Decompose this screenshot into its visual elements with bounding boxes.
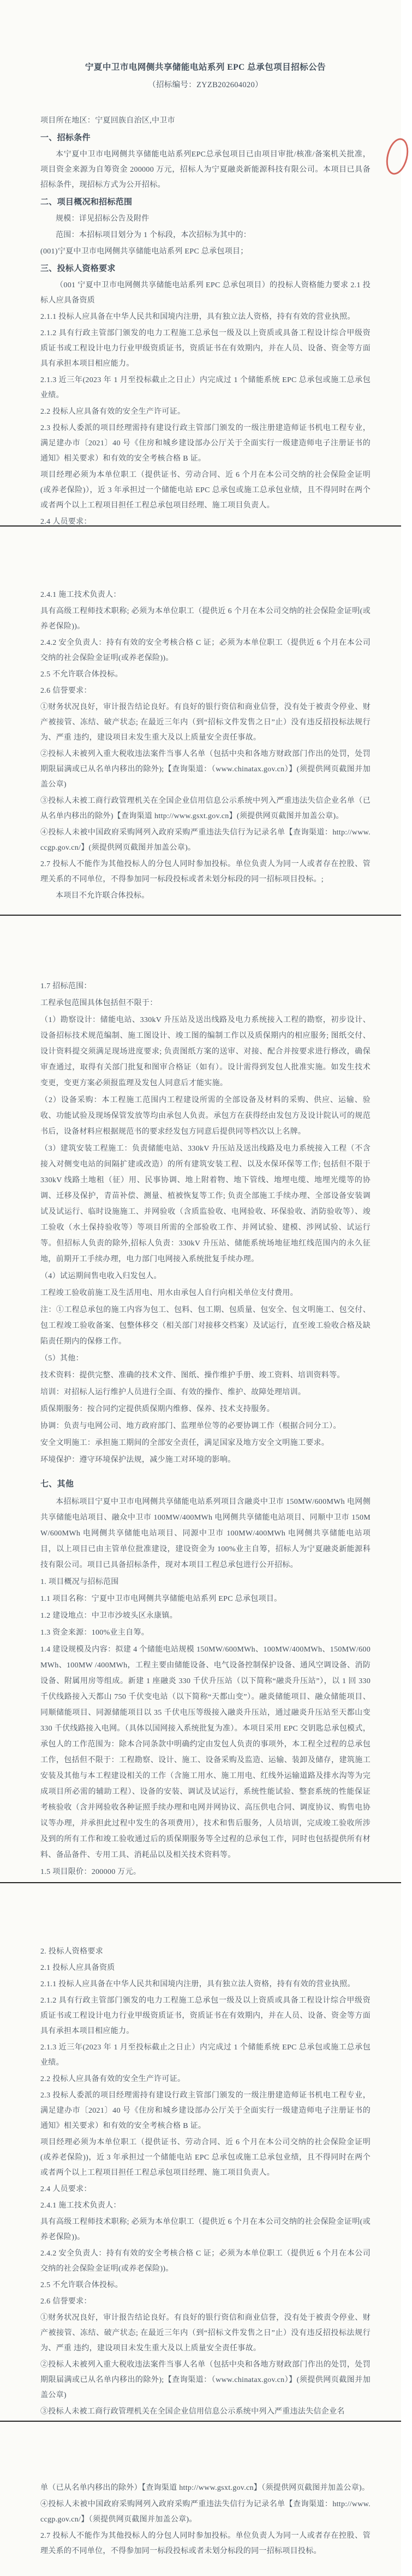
paragraph: 2.7 投标人不能作为其他投标人的分包人同时参加投标。单位负责人为同一人或者存在控股、管理关系的不同单位，不得参加同一标段投标或者未划分标段的同一招标项目投标。; <box>40 860 371 884</box>
paragraph: 2. 投标人资格要求 <box>40 1948 103 1956</box>
paragraph: ③投标人未被工商行政管理机关在全国企业信用信息公示系统中列入严重违法失信企业名 <box>40 2408 345 2416</box>
doc-title: 宁夏中卫市电网侧共享储能电站系列 EPC 总承包项目招标公告 <box>85 63 326 72</box>
paragraph: 2.7 投标人不能作为其他投标人的分包人同时参加投标。单位负责人为同一人或者存在控股、管理关系的不同单位，不得参加同一标段投标或者未划分标段的同一招标项目投标。 <box>40 2532 371 2555</box>
paragraph: 2.4 人员要求： <box>40 518 92 526</box>
paragraph: 本宁夏中卫市电网侧共享储能电站系列EPC总承包项目已由项目审批/核准/备案机关批准，项目资金来源为自筹资金 200000 万元，招标人为宁夏融炎新能源科技有限公司。本项目已具备招标条件，现招标方式为公开招标。 <box>40 150 371 189</box>
paragraph: ②投标人未被列入重大税收违法案件当事人名单（包括中央和各地方财政部门作出的处罚，处罚期限届满或已从名单内移出的除外);【查询渠道：（www.chinatax.gov.cn）】(须提供网页截图并加盖公章) <box>40 2361 371 2399</box>
paragraph: 1.3 资金来源：100%业主自筹。 <box>40 1629 150 1637</box>
paragraph: 2.1.2 具有行政主管部门颁发的电力工程施工总承包一级及以上资质或具备工程设计综合甲级资质证书或工程设计电力行业甲级资质证书，资质证书在有效期内，并在人员、设备、资金等方面具有承担本项目相应能力。 <box>40 329 371 368</box>
paragraph: 单（已从名单内移出的除外）【查询渠道 http://www.gsxt.gov.cn】（须提供网页截图并加盖公章)。 <box>40 2484 370 2492</box>
paragraph: 2.1.1 投标人应具备在中华人民共和国境内注册，具有独立法人资格，持有有效的营业执照。 <box>40 313 355 321</box>
paragraph: 2.5 不允许联合体投标。 <box>40 670 123 679</box>
paragraph: 1. 项目概况与招标范围 <box>40 1578 119 1586</box>
section-heading: 七、其他 <box>40 1480 74 1489</box>
paragraph: 注：①工程总承包的施工内容为包工、包料、包工期、包质量、包安全、包文明施工、包交付、包工程竣工验收备案、包整体移交（相关部门对接移交档案）及试运行，直至竣工验收合格及缺陷责任期内的保修工作。 <box>40 1306 371 1346</box>
section-heading: 三、投标人资格要求 <box>40 264 116 273</box>
paragraph: 协调：负责与电网公司、地方政府部门、监理单位等的必要协调工作（根据合同分工）。 <box>40 1422 341 1430</box>
page-3 <box>0 916 401 1883</box>
tender-number: （招标编号：ZYZB202604020） <box>148 81 263 89</box>
section-heading: 一、招标条件 <box>40 134 91 142</box>
paragraph: 1.1 项目名称：宁夏中卫市电网侧共享储能电站系列 EPC 总承包项目。 <box>40 1595 282 1603</box>
paragraph: （1）勘察设计：储能电站、330kV 升压站及送出线路及电力系统接入工程的勘察，初步设计、设备招标技术规范编制、施工图设计、竣工图的编制工作以及质保期内的相应服务; 图纸交付、设计资料提交须满足现场进度要求; 负责图纸方案的送审、对接、配合并按要求进行修改，确保审查通过，取得有关部门批复和图审合格证（如有）。设计需得到发包人批准实施。如发生技术变更，变更方案必须报监理及发包人同意后才能实施。 <box>40 1016 371 1087</box>
paragraph: 1.5 项目限价：200000 万元。 <box>40 1868 141 1876</box>
paragraph: 1.4 建设规模及内容：拟建 4 个储能电站规模 150MW/600MWh、100MW/400MWh、150MW/600MWh、100MW /400MWh，工程主要由储能设备、电气设备控制保护设备、通风空调设备、消防设备、附属用房等组成。新建 1 座融炎 330 千伏升压站（以下简称“融炎升压站”），以 1 回 330 千伏线路接入天都山 750 千伏变电站（以下简称“天都山变”）。融炎储能项目、融众储能项目、同顺储能项目、同源储能项目以 35 千伏电压等级接入融炎升压站，通过融炎升压站至天都山变 330 千伏线路接入电网。（具体以国网接入系统批复为准）。本项目采用 EPC 交钥匙总承包模式，承包人的工作范围为：除本合同条款中明确约定由发包人负责的事项外，本工程全过程的总承包工作，包括但不限于：工程勘察、设计、施工、设备采购及监造、运输、装卸及储存，建筑施工安装及其他与本工程建设相关的工作（含施工用水、施工用电、红线外运输道路及排水沟等为完成项目所必需的辅助工程）、设备的安装、调试及试运行，系统性能试验、整套系统的性能保证考核验收（含并网验收各种证照手续办理和电网并网协议、高压供电合同、调度协议、购售电协议等办理，并承担此过程中发生的各项费用），技术和售后服务，人员培训，完成竣工验收所涉及到的所有工作和竣工验收通过后的质保期服务等全过程的总承包工作，同时也包括提供所有材料、备品备件、专用工具、消耗品以及相关技术资料等。 <box>40 1646 371 1859</box>
paragraph: 项目经理必须为本单位职工（提供证书、劳动合同、近 6 个月在本公司交纳的社会保险金证明(或养老保险)），近 3 年承担过一个储能电站 EPC 总承包或施工总承包业绩，且不得同时在两个或者两个以上工程项目担任工程总承包项目经理、施工项目负责人。 <box>40 471 371 510</box>
paragraph: （001 宁夏中卫市电网侧共享储能电站系列 EPC 总承包项目）的投标人资格能力要求 2.1 投标人应具备资质 <box>40 281 371 305</box>
paragraph: 本项目不允许联合体投标。 <box>56 892 150 900</box>
page-5 <box>0 2422 401 2576</box>
paragraph: ①财务状况良好，审计报告结论良好。有良好的银行资信和商业信誉，没有处于被责令停业、财产被接管、冻结、破产状态; 在最近三年内（到“招标文件发售之日”止）没有违反招投标法规行为、严重 违约，建设项目未发生重大及以上质量安全责任事故。 <box>40 2314 371 2353</box>
paragraph: ④投标人未被中国政府采购网列入政府采购严重违法失信行为记录名单【查询渠道：http://www.ccgp.gov.cn/】（须提供网页截图并加盖公章)。 <box>40 2500 371 2524</box>
paragraph: 范围：本招标项目划分为 1 个标段，本次招标为其中的： <box>56 231 252 239</box>
paragraph: 2.4.1 施工技术负责人： <box>40 2202 121 2210</box>
paragraph: 项目经理必须为本单位职工（提供证书、劳动合同、近 6 个月在本公司交纳的社会保险金证明(或养老保险))，近 3 年承担过一个储能电站 EPC 总承包或施工总承包业绩，且不得同时在两个或者两个以上工程项目担任工程总承包项目经理、施工项目负责人。 <box>40 2138 371 2177</box>
paragraph: 环境保护：遵守环境保护法规，减少施工对环境的影响。 <box>40 1456 236 1464</box>
paragraph: ①财务状况良好，审计报告结论良好。有良好的银行资信和商业信誉，没有处于被责令停业、财产被接管、冻结、破产状态; 在最近三年内（到“招标文件发售之日”止）没有违反招投标法规行为、严重 违约，建设项目未发生重大及以上质量安全责任事故。 <box>40 703 371 742</box>
paragraph: 质保期服务：按合同约定提供质保期内维修、保养、技术支持服务。 <box>40 1405 274 1413</box>
paragraph: 技术资料：提供完整、准确的技术文件、图纸、操作维护手册、竣工资料、培训资料等。 <box>40 1371 345 1380</box>
paragraph: 具有高级工程师技术职称; 必须为本单位职工（提供近 6 个月在本公司交纳的社会保险金证明(或养老保险))。 <box>40 2218 371 2241</box>
paragraph: 2.1.1 投标人应具备在中华人民共和国境内注册，具有独立法人资格，持有有效的营业执照。 <box>40 1980 355 1988</box>
paragraph: 2.6 信誉要求： <box>40 2297 92 2306</box>
section-heading: 二、项目概况和招标范围 <box>40 198 133 207</box>
paragraph: ②投标人未被列入重大税收违法案件当事人名单（包括中央和各地方财政部门作出的处罚，处罚期限届满或已从名单内移出的除外);【查询渠道：（www.chinatax.gov.cn）】(须提供网页截图并加盖公章) <box>40 750 371 789</box>
paragraph: 2.3 投标人委派的项目经理需持有建设行政主管部门颁发的一级注册建造师证书机电工程专业，满足建办市〔2021〕40 号《住房和城乡建设部办公厅关于全面实行一级建造师电子注册证书的通知》相关要求）和有效的安全考核合格 B 证。 <box>40 2091 371 2130</box>
paragraph: 2.4.2 安全负责人：持有有效的安全考核合格 C 证；必须为本单位职工（提供近 6 个月在本公司交纳的社会保险金证明(或养老保险))。 <box>40 2250 371 2273</box>
paragraph: 2.2 投标人应具备有效的安全生产许可证。 <box>40 408 186 416</box>
paragraph: ③投标人未被工商行政管理机关在全国企业信用信息公示系统中列入严重违法失信企业名单（已从名单内移出的除外)【查询渠道 http://www.gsxt.gov.cn】(须提供网页截图并加盖公章)。 <box>40 797 371 820</box>
paragraph: （5）其他： <box>40 1354 83 1363</box>
paragraph: 1.2 建设地点：中卫市沙坡头区永康镇。 <box>40 1612 177 1620</box>
paragraph: 2.1.3 近三年(2023 年 1 月至投标截止之日止）内完成过 1 个储能系统 EPC 总承包或施工总承包业绩。 <box>40 2043 371 2067</box>
paragraph: 规模：详见招标公告及附件 <box>56 215 150 223</box>
paragraph: 2.4.2 安全负责人：持有有效的安全考核合格 C 证；必须为本单位职工（提供近 6 个月在本公司交纳的社会保险金证明(或养老保险))。 <box>40 639 371 662</box>
paragraph: 工程承包范围具体包括但不限于： <box>40 999 158 1007</box>
paragraph: 2.2 投标人应具备有效的安全生产许可证。 <box>40 2075 186 2083</box>
paragraph: 本招标项目宁夏中卫市电网侧共享储能电站系列项目含融炎中卫市 150MW/600MWh 电网侧共享储能电站项目、融众中卫市 100MW/400MWh 电网侧共享储能电站项目、同顺中卫市 150MW/600MWh 电网侧共享储能电站项目、同源中卫市 100MW/400MWh 电网侧共享储能电站项目，以上项目已由主管单位批准建设，建设资金为 100%业主自筹，招标人为宁夏融炎新能源科技有限公司。项目已具备招标条件，现对本项目工程总承包进行公开招标。 <box>40 1498 371 1569</box>
paragraph: 2.4 人员要求： <box>40 2185 92 2193</box>
paragraph: 2.1.2 具有行政主管部门颁发的电力工程施工总承包一级及以上资质或具备工程设计综合甲级资质证书或工程设计电力行业甲级资质证书，资质证书在有效期内，并在人员、设备、资金等方面具有承担本项目相应能力。 <box>40 1997 371 2035</box>
paragraph: 2.1.3 近三年(2023 年 1 月至投标截止之日止）内完成过 1 个储能系统 EPC 总承包或施工总承包业绩。 <box>40 376 371 400</box>
page-1 <box>0 0 401 527</box>
red-seal-fragment <box>383 136 411 177</box>
paragraph: 2.4.1 施工技术负责人： <box>40 591 121 599</box>
paragraph: （2）设备采购：本工程施工范围内工程建设所需的全部设备及材料的采购、供应、运输、验收、功能试验及现场保管发放等均由承包人负责。承包方在获得经由发包方及设计院认可的规范书后，设备材料应根据规范书的要求经发包方同意后提供同等档次以上名牌。 <box>40 1096 371 1136</box>
paragraph: ④投标人未被中国政府采购网列入政府采购严重违法失信行为记录名单【查询渠道：http://www.ccgp.gov.cn/】(须提供网页截图并加盖公章)。 <box>40 829 371 852</box>
paragraph: （4）试运期间售电收入归发包人。 <box>40 1272 162 1280</box>
paragraph: （3）建筑安装工程施工：负责储能电站、330kV 升压站及送出线路及电力系统接入工程（不含接入对侧变电站的间隔扩建或改造）的所有建筑安装工程、以及水保环保等工作; 包括但不限于 330kV 线路土地租（征）用、民事协调、地上附着物、地下管线、地埋电缆、地埋光缆等的协调、迁移及保护，青苗补偿、测量、植被恢复等工作; 负责全部施工手续办理、全部设备安装调试及试运行、临时设施施工、并网验收（含质监验收、电网验收、环保验收、消防验收等）、竣工验收（水土保持验收等）等项目所需的全部验收工作、并网试验、建模、涉网试验、试运行等。但招标人负责的除外,招标人负责：330kV 升压站、储能系统场地征地红线范围内的永久征地，前期开工手续办理，电力部门电网接入系统批复手续办理。 <box>40 1145 371 1263</box>
paragraph: 具有高级工程师技术职称; 必须为本单位职工（提供近 6 个月在本公司交纳的社会保险金证明(或养老保险))。 <box>40 607 371 631</box>
page-4 <box>0 1883 401 2422</box>
paragraph: 2.1 投标人应具备资质 <box>40 1964 115 1972</box>
project-region-line: 项目所在地区：宁夏回族自治区,中卫市 <box>40 117 175 125</box>
paragraph: 安全文明施工：承担施工期间的全部安全责任，满足国家及地方安全文明施工要求。 <box>40 1439 330 1447</box>
page-2 <box>0 527 401 916</box>
paragraph: 1.7 招标范围： <box>40 982 92 990</box>
paragraph: (001)宁夏中卫市电网侧共享储能电站系列 EPC 总承包项目； <box>40 247 248 256</box>
paragraph: 培训：对招标人运行维护人员进行全面、有效的操作、维护、故障处理培训。 <box>40 1388 306 1396</box>
paragraph: 2.6 信誉要求： <box>40 687 92 695</box>
paragraph: 2.5 不允许联合体投标。 <box>40 2281 123 2289</box>
paragraph: 2.3 投标人委派的项目经理需持有建设行政主管部门颁发的一级注册建造师证书机电工程专业，满足建办市〔2021〕40 号《住房和城乡建设部办公厅关于全面实行一级建造师电子注册证书的通知》相关要求）和有效的安全考核合格 B 证。 <box>40 424 371 463</box>
paragraph: 工程竣工验收前施工及生活用电、用水由承包人自行向相关单位支付费用。 <box>40 1289 298 1297</box>
